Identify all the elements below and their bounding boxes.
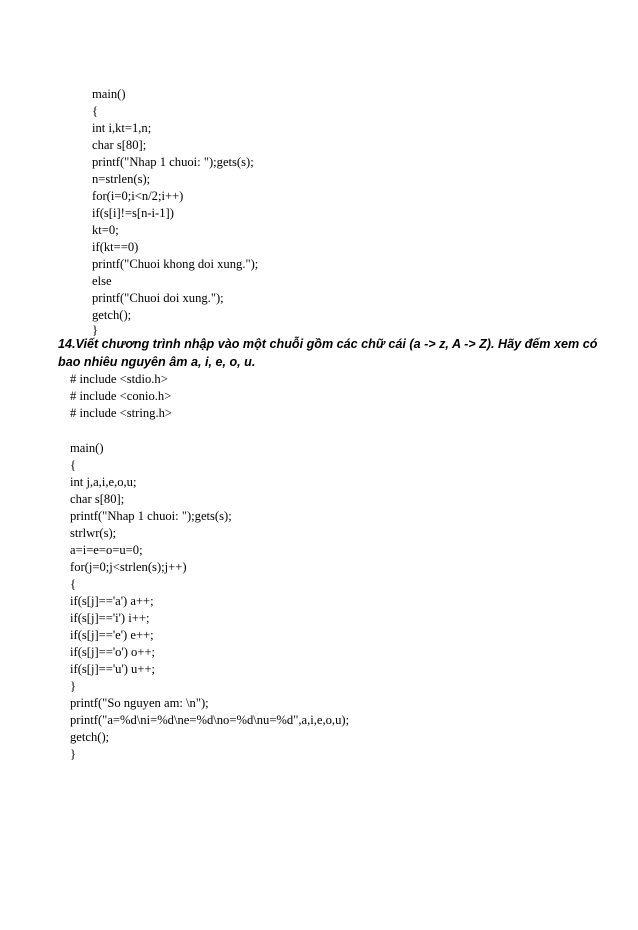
code-line: char s[80]; — [92, 138, 147, 152]
code-line: # include <conio.h> — [70, 389, 172, 403]
code-line: main() — [92, 87, 126, 101]
code-line: # include <stdio.h> — [70, 372, 168, 386]
code-line: printf("Chuoi doi xung."); — [92, 291, 224, 305]
code-line: if(s[j]=='o') o++; — [70, 645, 156, 659]
exercise-14-heading: bao nhiêu nguyên âm a, i, e, o, u. — [58, 355, 256, 369]
code-line: main() — [70, 441, 104, 455]
code-line: { — [70, 577, 77, 591]
code-line: if(s[j]=='i') i++; — [70, 611, 150, 625]
code-line: int i,kt=1,n; — [92, 121, 152, 135]
code-line: printf("Chuoi khong doi xung."); — [92, 257, 259, 271]
exercise-14-heading: 14.Viết chương trình nhập vào một chuỗi gồm các chữ cái (a -> z, A -> Z). Hãy đếm xem có — [58, 337, 598, 351]
code-line: n=strlen(s); — [92, 172, 151, 186]
code-line: if(s[i]!=s[n-i-1]) — [92, 206, 174, 220]
code-line: { — [92, 104, 99, 118]
code-line: for(i=0;i<n/2;i++) — [92, 189, 184, 203]
code-line: } — [92, 323, 99, 337]
code-line: if(kt==0) — [92, 240, 139, 254]
code-line: kt=0; — [92, 223, 119, 237]
code-line: a=i=e=o=u=0; — [70, 543, 143, 557]
code-line: printf("a=%d\ni=%d\ne=%d\no=%d\nu=%d",a,i,e,o,u); — [70, 713, 350, 727]
code-line: else — [92, 274, 112, 288]
code-line: printf("Nhap 1 chuoi: ");gets(s); — [92, 155, 254, 169]
code-line: char s[80]; — [70, 492, 125, 506]
code-line: strlwr(s); — [70, 526, 117, 540]
code-line: getch(); — [92, 308, 132, 322]
code-line: if(s[j]=='a') a++; — [70, 594, 154, 608]
code-line: printf("So nguyen am: \n"); — [70, 696, 209, 710]
code-line: if(s[j]=='u') u++; — [70, 662, 156, 676]
code-line: int j,a,i,e,o,u; — [70, 475, 137, 489]
code-line: # include <string.h> — [70, 406, 172, 420]
code-line: } — [70, 747, 77, 761]
code-line: printf("Nhap 1 chuoi: ");gets(s); — [70, 509, 232, 523]
code-line: getch(); — [70, 730, 110, 744]
code-line: for(j=0;j<strlen(s);j++) — [70, 560, 187, 574]
code-line: { — [70, 458, 77, 472]
code-line: if(s[j]=='e') e++; — [70, 628, 154, 642]
code-line: } — [70, 679, 77, 693]
